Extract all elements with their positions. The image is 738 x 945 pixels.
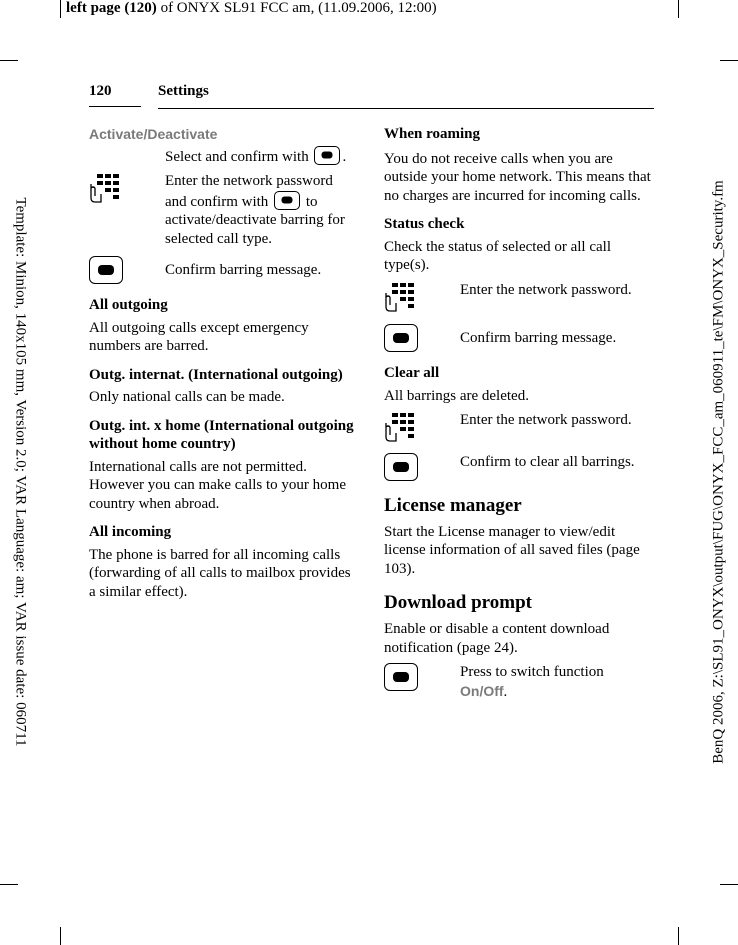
section-title: All outgoing bbox=[89, 297, 168, 313]
step-text-b: . bbox=[342, 148, 347, 165]
step-text-b: to activate/deactivate barring for selected call type. bbox=[165, 193, 345, 247]
section-body: Check the status of selected or all call type(s). bbox=[384, 238, 611, 273]
section-body: The phone is barred for all incoming calls (forwarding of all calls to mailbox provides a similar effect). bbox=[89, 546, 351, 600]
section-body: You do not receive calls when you are outside your home network. This means that no charges are incurred for incoming calls. bbox=[384, 150, 651, 204]
step-text-period: . bbox=[503, 683, 508, 700]
keypad-icon-wrap bbox=[89, 172, 165, 210]
file-path-text: BenQ 2006, Z:\SL91_ONYX\output\FUG\ONYX_FCC_am_060911_te\FM\ONYX_Security.fm bbox=[710, 180, 727, 764]
step-text bbox=[165, 172, 354, 248]
section-title: Outg. int. x home (International outgoing without home country) bbox=[89, 417, 354, 452]
keypad-icon-wrap bbox=[384, 281, 460, 319]
crop-mark bbox=[678, 927, 679, 945]
step-text: Confirm to clear all barrings. bbox=[460, 453, 635, 470]
step-text bbox=[165, 146, 354, 167]
section-body: All outgoing calls except emergency numbers are barred. bbox=[89, 319, 309, 354]
crop-mark bbox=[720, 884, 738, 885]
section-body: All barrings are deleted. bbox=[384, 387, 529, 404]
crop-mark bbox=[0, 60, 18, 61]
center-key-icon bbox=[384, 453, 418, 481]
center-key-icon bbox=[314, 146, 340, 165]
activate-heading: Activate/Deactivate bbox=[89, 126, 218, 142]
crop-mark bbox=[60, 927, 61, 945]
right-column bbox=[384, 125, 652, 703]
step-icon-empty bbox=[89, 146, 165, 164]
page-number: 120 bbox=[89, 83, 112, 99]
keypad-icon bbox=[89, 172, 123, 204]
section-body: Enable or disable a content download notification (page 24). bbox=[384, 621, 610, 656]
step-switch-function bbox=[384, 663, 652, 701]
on-off-label: On/Off bbox=[460, 682, 504, 699]
keypad-icon bbox=[384, 281, 418, 313]
step-confirm-clear bbox=[384, 453, 652, 481]
header-rule-short bbox=[89, 106, 141, 107]
step-text-a: Select and confirm with bbox=[165, 148, 309, 165]
running-header-bold: left page (120) bbox=[66, 0, 157, 16]
center-key-icon bbox=[274, 191, 300, 210]
template-note-text: Template: Minion, 140x105 mm, Version 2.0; VAR Language: am; VAR issue date: 060711 bbox=[12, 197, 29, 747]
step-enter-password bbox=[384, 411, 652, 449]
center-key-icon bbox=[89, 256, 123, 284]
step-text-a: Enter the network password and confirm with bbox=[165, 173, 333, 210]
keypad-icon-wrap bbox=[384, 411, 460, 449]
step-text: Confirm barring message. bbox=[460, 329, 617, 346]
keypad-icon bbox=[384, 411, 418, 443]
step-text bbox=[460, 663, 652, 701]
section-body: Start the License manager to view/edit license information of all saved files (page 103). bbox=[384, 523, 640, 577]
left-column bbox=[89, 125, 354, 601]
header-rule-long bbox=[158, 108, 654, 109]
section-title: Outg. internat. (International outgoing) bbox=[89, 366, 343, 383]
download-prompt-heading: Download prompt bbox=[384, 592, 532, 613]
center-key-icon bbox=[384, 663, 418, 691]
center-key-wrap bbox=[384, 324, 460, 352]
section-title: Clear all bbox=[384, 365, 440, 381]
section-title: Settings bbox=[158, 83, 209, 99]
running-header-rest: of ONYX SL91 FCC am, (11.09.2006, 12:00) bbox=[156, 0, 437, 16]
crop-mark bbox=[0, 884, 18, 885]
crop-mark bbox=[60, 0, 61, 18]
crop-mark bbox=[678, 0, 679, 18]
step-text: Enter the network password. bbox=[460, 412, 632, 428]
section-body: Only national calls can be made. bbox=[89, 389, 285, 405]
center-key-wrap bbox=[89, 256, 165, 284]
center-key-wrap bbox=[384, 663, 460, 691]
step-text-a: Press to switch function bbox=[460, 664, 604, 680]
step-text: Enter the network password. bbox=[460, 281, 632, 298]
center-key-wrap bbox=[384, 453, 460, 481]
section-title: Status check bbox=[384, 216, 465, 232]
license-manager-heading: License manager bbox=[384, 494, 522, 516]
section-body: International calls are not permitted. However you can make calls to your home country when abroad. bbox=[89, 458, 346, 512]
section-title: All incoming bbox=[89, 524, 172, 540]
step-select-confirm bbox=[89, 146, 354, 167]
step-confirm-barring bbox=[89, 256, 354, 284]
step-text: Confirm barring message. bbox=[165, 261, 322, 278]
running-header bbox=[66, 0, 437, 17]
center-key-icon bbox=[384, 324, 418, 352]
step-enter-password bbox=[89, 172, 354, 248]
section-title: When roaming bbox=[384, 126, 480, 142]
step-confirm-barring bbox=[384, 324, 652, 352]
step-enter-password bbox=[384, 281, 652, 319]
crop-mark bbox=[720, 60, 738, 61]
